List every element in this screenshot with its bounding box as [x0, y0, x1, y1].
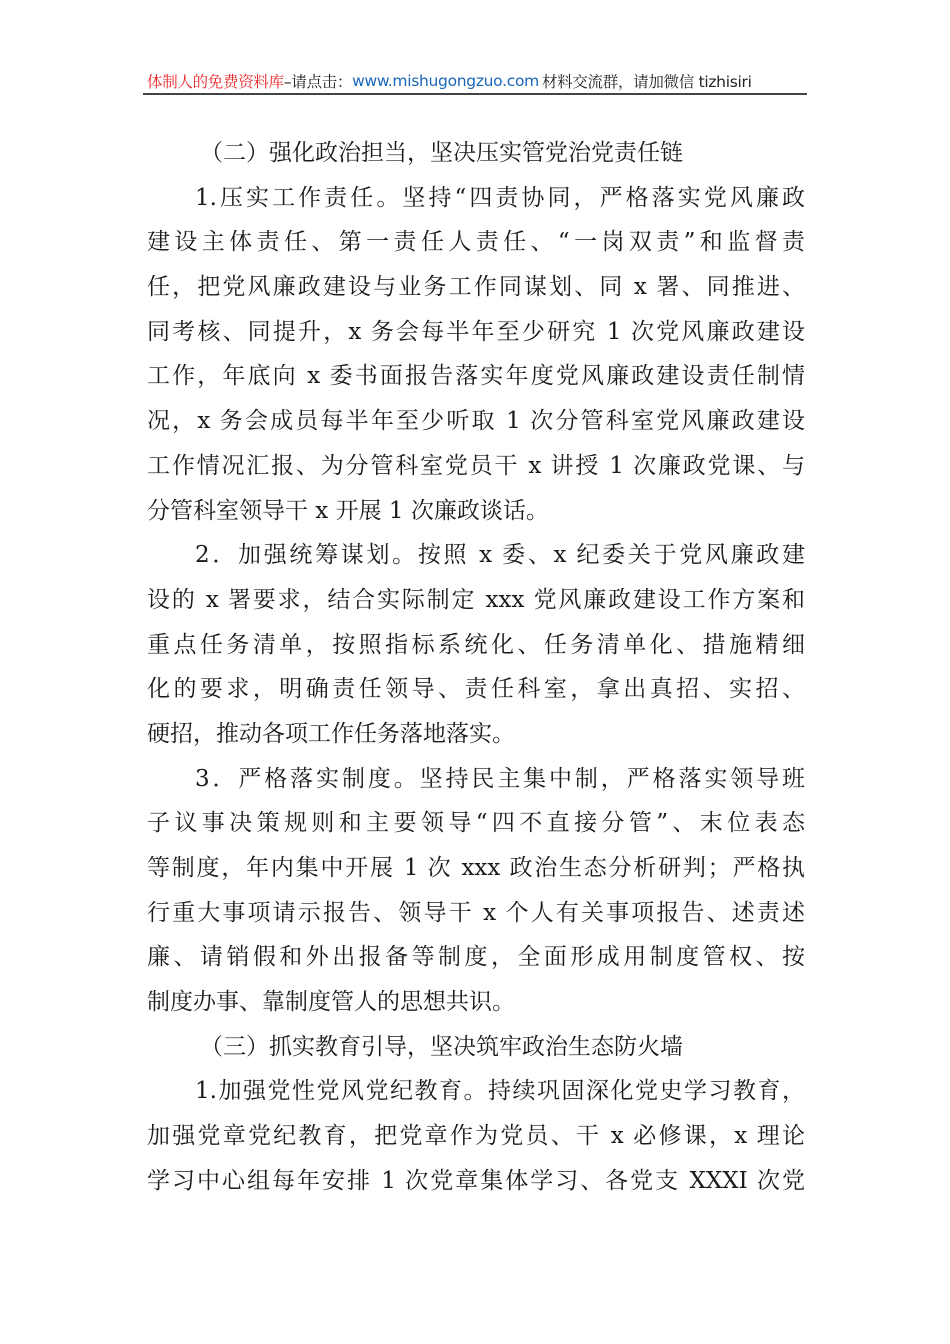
section-heading: （三）抓实教育引导，坚决筑牢政治生态防火墙: [200, 1033, 683, 1060]
text-line: 2．加强统筹谋划。按照 x 委、x 纪委关于党风廉政建: [195, 542, 805, 569]
text-line: 工作情况汇报、为分管科室党员干 x 讲授 1 次廉政党课、与: [147, 452, 805, 479]
header-divider: [143, 93, 807, 95]
text-line: 设的 x 署要求，结合实际制定 xxx 党风廉政建设工作方案和: [147, 586, 805, 613]
text-line: 行重大事项请示报告、领导干 x 个人有关事项报告、述责述: [147, 899, 805, 926]
text-line: 等制度，年内集中开展 1 次 xxx 政治生态分析研判；严格执: [147, 855, 805, 881]
header-brand: 体制人的免费资料库: [147, 73, 284, 91]
text-line: 3．严格落实制度。坚持民主集中制，严格落实领导班: [195, 765, 805, 792]
text-line: 况，x 务会成员每半年至少听取 1 次分管科室党风廉政建设: [147, 408, 805, 435]
text-line: 制度办事、靠制度管人的思想共识。: [147, 989, 515, 1016]
text-line: 硬招，推动各项工作任务落地落实。: [147, 720, 515, 747]
text-line: 分管科室领导干 x 开展 1 次廉政谈话。: [147, 497, 549, 524]
page-header: [147, 70, 805, 92]
text-line: 加强党章党纪教育，把党章作为党员、干 x 必修课，x 理论: [147, 1123, 805, 1150]
text-line: 1.压实工作责任。坚持“四责协同，严格落实党风廉政: [195, 184, 805, 211]
header-note: 材料交流群，请加微信 tizhisiri: [541, 73, 752, 91]
text-line: 子议事决策规则和主要领导“四不直接分管”、末位表态: [147, 810, 805, 837]
section-heading: （二）强化政治担当，坚决压实管党治党责任链: [200, 140, 683, 166]
text-line: 化的要求，明确责任领导、责任科室，拿出真招、实招、: [147, 676, 805, 703]
text-line: 任，把党风廉政建设与业务工作同谋划、同 x 署、同推进、: [147, 274, 805, 301]
document-body: [147, 131, 805, 1204]
header-prompt: –请点击：: [283, 73, 353, 91]
text-line: 廉、请销假和外出报备等制度，全面形成用制度管权、按: [147, 944, 805, 971]
header-url-link[interactable]: www.mishugongzuo.com: [352, 72, 539, 90]
text-line: 1.加强党性党风党纪教育。持续巩固深化党史学习教育，: [195, 1078, 805, 1105]
text-line: 工作，年底向 x 委书面报告落实年度党风廉政建设责任制情: [147, 363, 805, 390]
text-line: 重点任务清单，按照指标系统化、任务清单化、措施精细: [147, 631, 805, 658]
text-line: 学习中心组每年安排 1 次党章集体学习、各党支 XXXI 次党: [147, 1167, 805, 1194]
text-line: 同考核、同提升，x 务会每半年至少研究 1 次党风廉政建设: [147, 318, 805, 345]
text-line: 建设主体责任、第一责任人责任、“一岗双责”和监督责: [147, 229, 805, 256]
